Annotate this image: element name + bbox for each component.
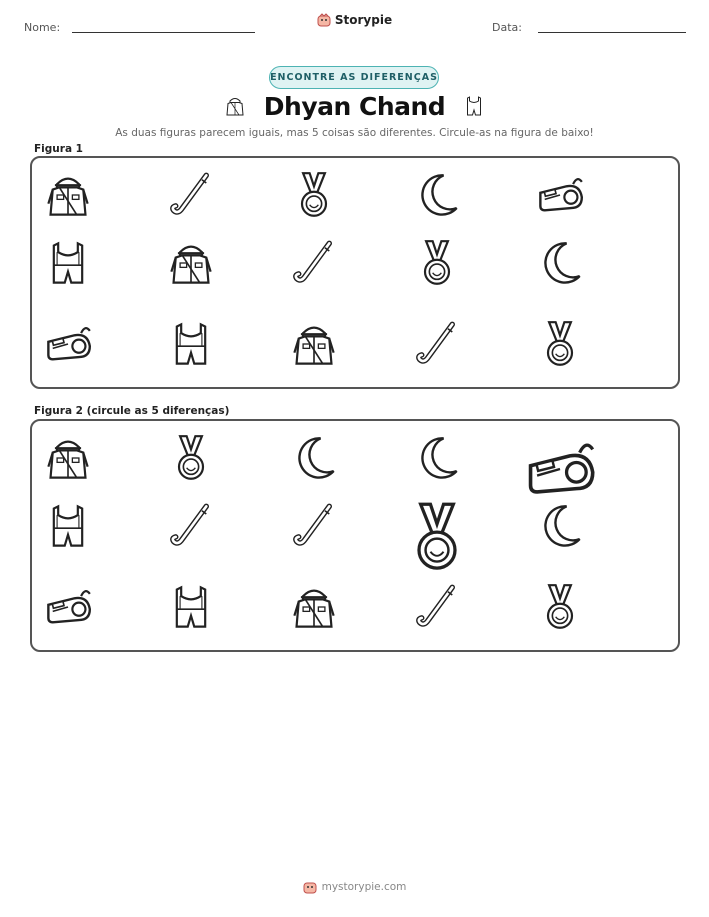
figure-2-cell[interactable] [146,430,236,486]
uniform-icon [224,90,246,122]
figure-2-cell[interactable] [23,430,113,486]
figure-2-cell[interactable] [146,498,236,554]
medal-icon [536,583,584,631]
page-title: Dhyan Chand [263,91,446,121]
figure-1-cell[interactable] [392,167,482,223]
name-line[interactable] [72,32,255,33]
figure-1-cell[interactable] [146,316,236,372]
figure-2-cell[interactable] [23,498,113,554]
medal-icon [401,501,473,573]
medal-icon [167,434,215,482]
footer [0,880,709,894]
medal-icon [413,239,461,287]
figure-1-cell[interactable] [269,235,359,291]
uniform-icon [44,171,92,219]
singlet-icon [167,320,215,368]
hockey-stick-icon [167,171,215,219]
figure-1-panel [30,156,680,389]
moon-icon [413,434,461,482]
brand-logo [0,13,709,27]
uniform-icon [290,320,338,368]
figure-2-cell[interactable] [392,579,482,635]
moon-icon [290,434,338,482]
figure-1-cell[interactable] [269,316,359,372]
figure-2-cell[interactable] [515,579,605,635]
figure-1-label: Figura 1 [34,143,83,155]
figure-1-cell[interactable] [146,235,236,291]
storypie-logo-icon [317,13,331,27]
figure-1-cell[interactable] [515,316,605,372]
figure-2-cell[interactable] [269,430,359,486]
whistle-icon [44,320,92,368]
singlet-icon [44,502,92,550]
medal-icon [536,320,584,368]
name-label: Nome: [24,21,61,34]
moon-icon [536,502,584,550]
figure-1-cell[interactable] [515,167,605,223]
storypie-logo-icon [303,880,317,894]
figure-2-cell[interactable] [146,579,236,635]
activity-badge: ENCONTRE AS DIFERENÇAS [269,66,439,89]
figure-1-cell[interactable] [23,235,113,291]
date-label: Data: [492,21,522,34]
figure-1-cell[interactable] [146,167,236,223]
footer-url[interactable]: mystorypie.com [321,881,407,893]
figure-2-cell[interactable] [269,579,359,635]
figure-2-cell[interactable] [392,498,482,576]
medal-icon [290,171,338,219]
whistle-icon [536,171,584,219]
uniform-icon [290,583,338,631]
figure-1-cell[interactable] [515,235,605,291]
singlet-icon [463,90,485,122]
figure-2-cell[interactable] [515,498,605,554]
title-row [0,90,709,122]
figure-1-cell[interactable] [269,167,359,223]
whistle-icon [524,433,596,505]
figure-2-panel [30,419,680,652]
uniform-icon [44,434,92,482]
hockey-stick-icon [413,583,461,631]
hockey-stick-icon [167,502,215,550]
singlet-icon [167,583,215,631]
moon-icon [536,239,584,287]
figure-2-cell[interactable] [269,498,359,554]
singlet-icon [44,239,92,287]
figure-1-cell[interactable] [392,316,482,372]
hockey-stick-icon [290,502,338,550]
moon-icon [413,171,461,219]
figure-2-cell[interactable] [23,579,113,635]
whistle-icon [44,583,92,631]
figure-2-cell[interactable] [515,430,605,508]
uniform-icon [167,239,215,287]
instruction-text: As duas figuras parecem iguais, mas 5 coisas são diferentes. Circule-as na figura de baixo! [115,127,594,139]
figure-2-cell[interactable] [392,430,482,486]
brand-name: Storypie [334,13,393,27]
date-line[interactable] [538,32,686,33]
hockey-stick-icon [290,239,338,287]
hockey-stick-icon [413,320,461,368]
figure-1-cell[interactable] [23,316,113,372]
figure-1-cell[interactable] [392,235,482,291]
figure-1-cell[interactable] [23,167,113,223]
figure-2-label: Figura 2 (circule as 5 diferenças) [34,405,230,417]
